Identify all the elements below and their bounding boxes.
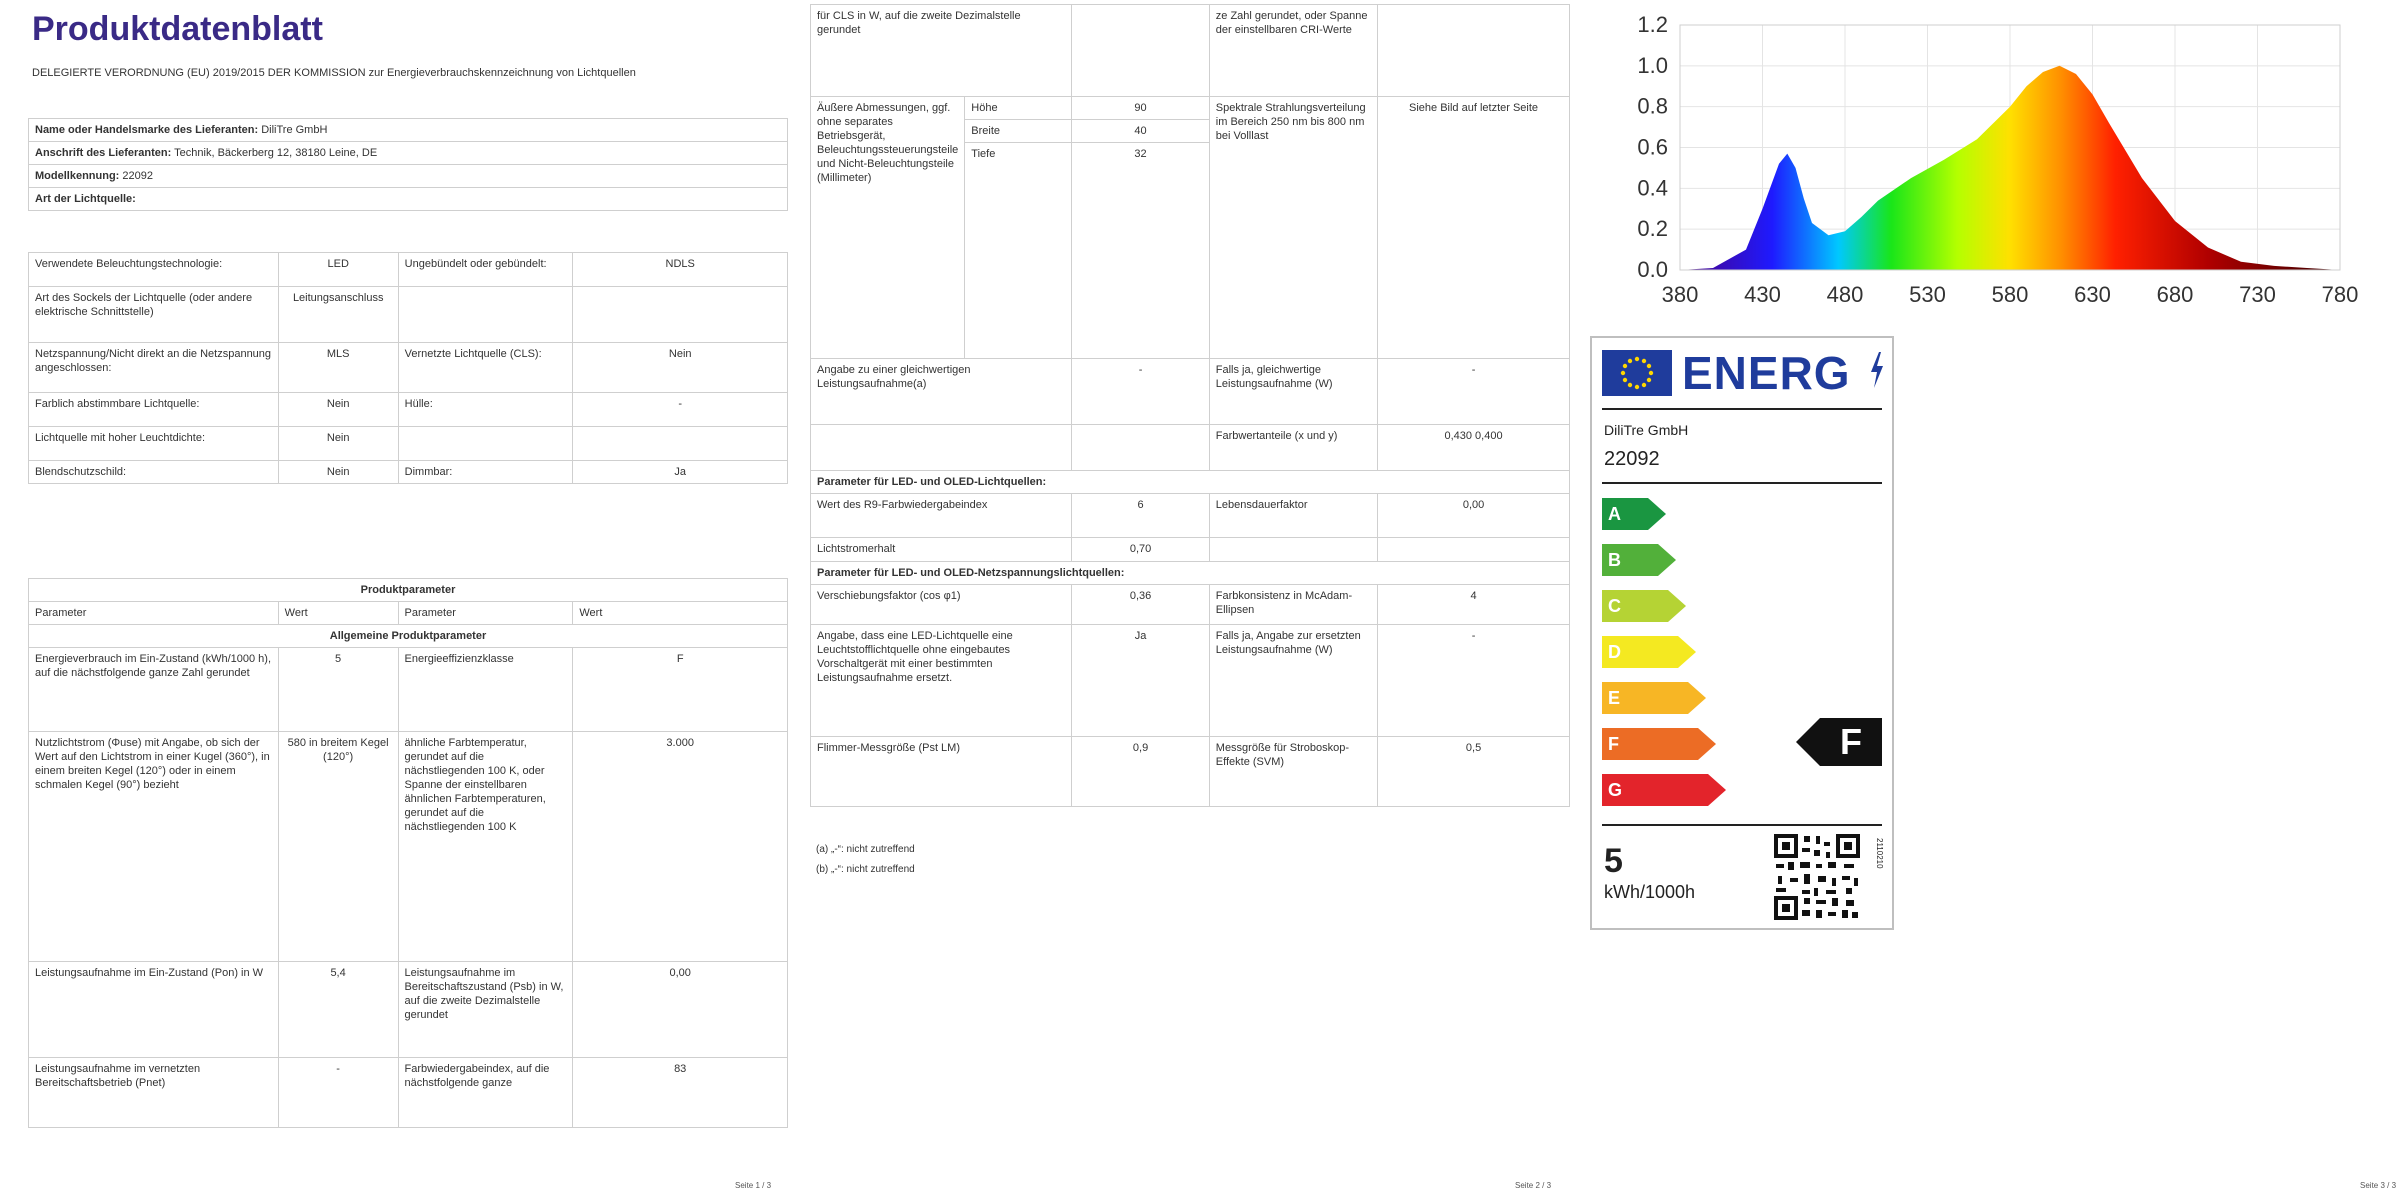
- table-row: [29, 579, 788, 602]
- y-tick-label: 1.0: [1637, 52, 1668, 78]
- qr-code-icon: [1772, 832, 1862, 922]
- table-cell: Breite: [965, 120, 1072, 143]
- table-cell: 0,00: [1378, 494, 1570, 538]
- table-cell: [398, 427, 573, 461]
- supplier-value: DiliTre GmbH: [261, 124, 328, 136]
- table-cell: für CLS in W, auf die zweite Dezimalstelle gerundet: [811, 5, 1072, 97]
- page-title: Produktdatenblatt: [32, 10, 323, 48]
- product-params-table: [28, 578, 788, 1128]
- address-label: Anschrift des Lieferanten:: [35, 147, 172, 159]
- x-tick-label: 730: [2239, 282, 2276, 307]
- table-cell: [1209, 538, 1377, 562]
- table-cell: Lichtquelle mit hoher Leuchtdichte:: [29, 427, 279, 461]
- table-row: [29, 253, 788, 287]
- table-cell: Vernetzte Lichtquelle (CLS):: [398, 343, 573, 393]
- header-cell: Parameter: [398, 602, 573, 625]
- model-cell: [29, 165, 788, 188]
- table-cell: Leistungsaufnahme im Ein-Zustand (Pon) in W: [29, 962, 279, 1058]
- table-cell: [398, 287, 573, 343]
- x-tick-label: 530: [1909, 282, 1946, 307]
- model-value: 22092: [122, 170, 153, 182]
- supplier-table: [28, 118, 788, 211]
- lightning-icon: [1869, 352, 1885, 388]
- datasheet-page-2: [800, 0, 1580, 1200]
- table-cell: NDLS: [573, 253, 788, 287]
- table-cell: Flimmer-Messgröße (Pst LM): [811, 737, 1072, 807]
- table-cell: Lichtstromerhalt: [811, 538, 1072, 562]
- table-row: [29, 602, 788, 625]
- table-row: [29, 461, 788, 484]
- table-row: [29, 1058, 788, 1128]
- table-row: [811, 359, 1570, 425]
- table-cell: F: [573, 648, 788, 732]
- table-cell: 5,4: [278, 962, 398, 1058]
- table-row: [811, 471, 1570, 494]
- supplier-label: Name oder Handelsmarke des Lieferanten:: [35, 124, 259, 136]
- table-row: [29, 625, 788, 648]
- energy-class-bar-g: G: [1602, 774, 1708, 806]
- table-cell: Art des Sockels der Lichtquelle (oder andere elektrische Schnittstelle): [29, 287, 279, 343]
- table-cell: Farblich abstimmbare Lichtquelle:: [29, 393, 279, 427]
- y-tick-label: 0.0: [1637, 257, 1668, 282]
- table-cell: Siehe Bild auf letzter Seite: [1378, 97, 1570, 359]
- footnotes: [816, 840, 915, 880]
- table-cell: Ungebündelt oder gebündelt:: [398, 253, 573, 287]
- datasheet-page-3: [1580, 0, 2400, 1200]
- page-footer: Seite 1 / 3: [735, 1181, 772, 1190]
- x-tick-label: 480: [1826, 282, 1864, 307]
- table-cell: Angabe, dass eine LED-Lichtquelle eine Leuchtstofflichtquelle ohne eingebautes Vorschaltgerät mit einer bestimmten Leistungsaufnahme ersetzt.: [811, 625, 1072, 737]
- x-tick-label: 430: [1744, 282, 1781, 307]
- table-cell: [1378, 538, 1570, 562]
- table-cell: [1072, 5, 1209, 97]
- datasheet-page-1: [0, 0, 800, 1200]
- divider: [1602, 482, 1882, 484]
- table-row: [811, 625, 1570, 737]
- header-cell: Parameter: [29, 602, 279, 625]
- regulation-text: DELEGIERTE VERORDNUNG (EU) 2019/2015 DER KOMMISSION zur Energieverbrauchskennzeichnung von Lichtquellen: [32, 67, 636, 79]
- table-row: [29, 287, 788, 343]
- y-tick-label: 1.2: [1637, 12, 1668, 37]
- energy-class-bar-d: D: [1602, 636, 1678, 668]
- kwh-unit: kWh/1000h: [1604, 882, 1696, 902]
- table-row: [29, 343, 788, 393]
- table-row: [811, 5, 1570, 97]
- energy-class-bar-f: F: [1602, 728, 1698, 760]
- header-cell: Wert: [573, 602, 788, 625]
- y-tick-label: 0.4: [1637, 175, 1668, 201]
- table-cell: Parameter für LED- und OLED-Lichtquellen:: [811, 471, 1570, 494]
- table-row: [29, 732, 788, 962]
- table-cell: -: [278, 1058, 398, 1128]
- x-tick-label: 630: [2074, 282, 2111, 307]
- table-cell: LED: [278, 253, 398, 287]
- table-cell: 0,70: [1072, 538, 1209, 562]
- table-row: [29, 165, 788, 188]
- table-cell: Tiefe: [965, 143, 1072, 359]
- table-row: [811, 97, 1570, 120]
- table-row: [29, 648, 788, 732]
- table-cell: Leitungsanschluss: [278, 287, 398, 343]
- table-cell: Blendschutzschild:: [29, 461, 279, 484]
- table-row: [29, 119, 788, 142]
- table-cell: 5: [278, 648, 398, 732]
- table-cell: 83: [573, 1058, 788, 1128]
- supplier-cell: [29, 119, 788, 142]
- table-cell: Verschiebungsfaktor (cos φ1): [811, 585, 1072, 625]
- table-cell: [1378, 5, 1570, 97]
- table-cell: Wert des R9-Farbwiedergabeindex: [811, 494, 1072, 538]
- x-tick-label: 380: [1661, 282, 1699, 307]
- table-row: [29, 188, 788, 211]
- source-type-table: [28, 252, 788, 484]
- table-cell: 0,5: [1378, 737, 1570, 807]
- page2-table: [810, 4, 1570, 807]
- energy-class-bar-c: C: [1602, 590, 1668, 622]
- table-cell: Falls ja, gleichwertige Leistungsaufnahme (W): [1209, 359, 1377, 425]
- x-tick-label: 780: [2321, 282, 2359, 307]
- y-tick-label: 0.8: [1637, 93, 1668, 119]
- energy-label: [1590, 336, 1894, 930]
- table-cell: [573, 427, 788, 461]
- table-row: [811, 737, 1570, 807]
- table-cell: [1072, 425, 1209, 471]
- footnote: (a) „-“: nicht zutreffend: [816, 844, 915, 855]
- table-cell: Leistungsaufnahme im Bereitschaftszustand (Psb) in W, auf die zweite Dezimalstelle gerundet: [398, 962, 573, 1058]
- table-cell: Spektrale Strahlungsverteilung im Bereich 250 nm bis 800 nm bei Volllast: [1209, 97, 1377, 359]
- energy-word: ENERG: [1682, 347, 1851, 399]
- address-cell: [29, 142, 788, 165]
- page-footer: Seite 3 / 3: [2360, 1181, 2397, 1190]
- model-label: Modellkennung:: [35, 170, 120, 182]
- table-cell: Ja: [1072, 625, 1209, 737]
- selected-class-arrow: F: [1820, 718, 1882, 766]
- table-cell: [811, 425, 1072, 471]
- table-cell: ähnliche Farbtemperatur, gerundet auf die nächstliegenden 100 K, oder Spanne der einstellbaren ähnlichen Farbtemperaturen, gerundet auf die nächstliegenden 100 K: [398, 732, 573, 962]
- table-cell: 40: [1072, 120, 1209, 143]
- table-cell: Netzspannung/Nicht direkt an die Netzspannung angeschlossen:: [29, 343, 279, 393]
- table-cell: Höhe: [965, 97, 1072, 120]
- header-cell: Wert: [278, 602, 398, 625]
- table-cell: Nein: [278, 461, 398, 484]
- table-cell: -: [1378, 359, 1570, 425]
- table-row: [29, 142, 788, 165]
- table-cell: ze Zahl gerundet, oder Spanne der einstellbaren CRI-Werte: [1209, 5, 1377, 97]
- energy-class-bar-a: A: [1602, 498, 1648, 530]
- table-cell: Nein: [278, 393, 398, 427]
- table-cell: Verwendete Beleuchtungstechnologie:: [29, 253, 279, 287]
- table-cell: Farbkonsistenz in McAdam-Ellipsen: [1209, 585, 1377, 625]
- label-model: 22092: [1604, 448, 1660, 470]
- table-row: [811, 562, 1570, 585]
- table-cell: Hülle:: [398, 393, 573, 427]
- table-cell: Angabe zu einer gleichwertigen Leistungsaufnahme(a): [811, 359, 1072, 425]
- table-cell: Äußere Abmessungen, ggf. ohne separates Betriebsgerät, Beleuchtungssteuerungsteile und Nicht-Beleuchtungsteile (Millimeter): [811, 97, 965, 359]
- eu-flag-icon: [1602, 350, 1672, 396]
- spectrum-chart: [1580, 0, 2400, 330]
- table-cell: 32: [1072, 143, 1209, 359]
- table-cell: Lebensdauerfaktor: [1209, 494, 1377, 538]
- x-tick-label: 680: [2156, 282, 2194, 307]
- table-cell: Falls ja, Angabe zur ersetzten Leistungsaufnahme (W): [1209, 625, 1377, 737]
- table-cell: -: [1072, 359, 1209, 425]
- divider: [1602, 824, 1882, 826]
- table-cell: [573, 287, 788, 343]
- table-row: [811, 538, 1570, 562]
- table-cell: Nutzlichtstrom (Φuse) mit Angabe, ob sich der Wert auf den Lichtstrom in einer Kugel (360°), in einem breiten Kegel (120°) oder in einem schmalen Kegel (90°) bezieht: [29, 732, 279, 962]
- table-cell: 0,430 0,400: [1378, 425, 1570, 471]
- table-cell: 6: [1072, 494, 1209, 538]
- table-cell: Ja: [573, 461, 788, 484]
- table-cell: Farbwertanteile (x und y): [1209, 425, 1377, 471]
- table-cell: Leistungsaufnahme im vernetzten Bereitschaftsbetrieb (Pnet): [29, 1058, 279, 1128]
- table-row: [811, 425, 1570, 471]
- table-cell: -: [1378, 625, 1570, 737]
- table-cell: 3.000: [573, 732, 788, 962]
- table-cell: Nein: [573, 343, 788, 393]
- table-cell: 0,36: [1072, 585, 1209, 625]
- general-params-heading: Allgemeine Produktparameter: [29, 625, 788, 648]
- table-cell: -: [573, 393, 788, 427]
- label-supplier: DiliTre GmbH: [1604, 422, 1689, 438]
- table-cell: 90: [1072, 97, 1209, 120]
- table-cell: Farbwiedergabeindex, auf die nächstfolgende ganze: [398, 1058, 573, 1128]
- table-row: [29, 962, 788, 1058]
- x-tick-label: 580: [1991, 282, 2029, 307]
- table-row: [29, 393, 788, 427]
- product-params-heading: Produktparameter: [29, 579, 788, 602]
- table-cell: 0,00: [573, 962, 788, 1058]
- y-tick-label: 0.6: [1637, 134, 1668, 160]
- table-row: [29, 427, 788, 461]
- table-cell: Energieeffizienzklasse: [398, 648, 573, 732]
- qr-code-text: 2110210: [1875, 838, 1884, 869]
- table-row: [811, 585, 1570, 625]
- table-cell: Parameter für LED- und OLED-Netzspannungslichtquellen:: [811, 562, 1570, 585]
- table-cell: 0,9: [1072, 737, 1209, 807]
- table-cell: MLS: [278, 343, 398, 393]
- address-value: Technik, Bäckerberg 12, 38180 Leine, DE: [174, 147, 378, 159]
- source-type-heading: Art der Lichtquelle:: [29, 188, 788, 211]
- table-cell: Messgröße für Stroboskop-Effekte (SVM): [1209, 737, 1377, 807]
- kwh-value: 5: [1604, 842, 1623, 880]
- table-cell: Dimmbar:: [398, 461, 573, 484]
- y-tick-label: 0.2: [1637, 216, 1668, 242]
- energy-class-bar-e: E: [1602, 682, 1688, 714]
- footnote: (b) „-“: nicht zutreffend: [816, 864, 915, 875]
- energy-class-bar-b: B: [1602, 544, 1658, 576]
- divider: [1602, 408, 1882, 410]
- table-cell: Nein: [278, 427, 398, 461]
- table-cell: 4: [1378, 585, 1570, 625]
- page-footer: Seite 2 / 3: [1515, 1181, 1552, 1190]
- table-cell: 580 in breitem Kegel (120°): [278, 732, 398, 962]
- table-row: [811, 494, 1570, 538]
- table-cell: Energieverbrauch im Ein-Zustand (kWh/1000 h), auf die nächstfolgende ganze Zahl gerundet: [29, 648, 279, 732]
